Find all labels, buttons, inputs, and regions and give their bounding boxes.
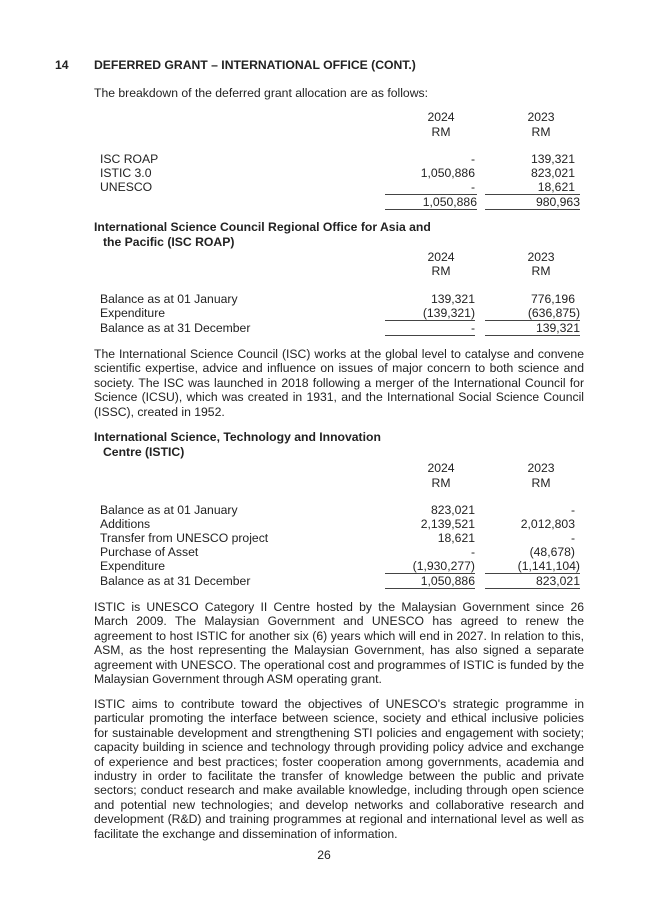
isc-heading-line2: the Pacific (ISC ROAP): [103, 235, 235, 249]
col-2023-unit: RM: [531, 476, 551, 490]
col-2023-header: 2023: [527, 110, 555, 124]
isc-heading-line1: International Science Council Regional Office for Asia and: [94, 220, 431, 234]
istic-row-2024: 823,021: [430, 503, 475, 517]
istic-row-2023: -: [570, 503, 575, 517]
col-2024-unit: RM: [431, 476, 451, 490]
istic-row-2024: 18,621: [437, 531, 475, 545]
isc-row-label: Expenditure: [100, 306, 166, 320]
col-2024-header: 2024: [427, 250, 455, 264]
isc-paragraph: The International Science Council (ISC) works at the global level to catalyse and convene scientific expertise, advice and influence on issues of major concern to both science and society. The ISC was launched in 2018 following a merger of the International Council for Science (ICSU), which was created in 1931, and the International Social Science Council (ISSC), created in 1952.: [94, 347, 584, 419]
istic-row-label: Additions: [100, 517, 151, 531]
summary-row-2023: 18,621: [537, 180, 575, 194]
col-2023-unit: RM: [531, 125, 551, 139]
istic-row-2024: 2,139,521: [420, 517, 475, 531]
istic-row-2024: 1,050,886: [385, 574, 475, 589]
isc-row-2024: (139,321): [385, 306, 475, 321]
isc-row-2024: 139,321: [430, 292, 475, 306]
istic-row-label: Balance as at 31 December: [100, 574, 251, 588]
isc-row-label: Balance as at 31 December: [100, 321, 251, 335]
section-title: DEFERRED GRANT – INTERNATIONAL OFFICE (CONT.): [94, 58, 416, 72]
col-2024-header: 2024: [427, 461, 455, 475]
istic-paragraph-1: ISTIC is UNESCO Category II Centre hosted by the Malaysian Government since 26 March 2009. The Malaysian Government and UNESCO has agreed to renew the agreement to host ISTIC for another six (6) years which will end in 2027. In relation to this, ASM, as the host representing the Malaysian Government, has also signed a separate agreement with UNESCO. The operational cost and programmes of ISTIC is funded by the Malaysian Government through ASM operating grant.: [94, 600, 584, 687]
istic-paragraph-2: ISTIC aims to contribute toward the objectives of UNESCO's strategic programme in particular promoting the interface between science, society and ethical inclusive policies for sustainable development and strengthening STI policies and engagement with society; capacity building in science and technology through providing policy advice and exchange of experience and best practices; foster cooperation among governments, academia and industry in order to facilitate the transfer of knowledge between the public and private sectors; conduct research and make available knowledge, including through open science and potential new technologies; and develop networks and collaborative research and development (R&D) and training programmes at regional and international level as well as facilitate the exchange and dissemination of information.: [94, 697, 584, 841]
col-2024-unit: RM: [431, 264, 451, 278]
summary-row-2024: -: [470, 152, 475, 166]
istic-heading-line2: Centre (ISTIC): [103, 445, 185, 459]
col-2024-unit: RM: [431, 125, 451, 139]
summary-row-label: ISC ROAP: [100, 152, 159, 166]
summary-row-2024: -: [470, 180, 475, 194]
summary-row-label: ISTIC 3.0: [100, 166, 152, 180]
istic-row-label: Expenditure: [100, 559, 166, 573]
istic-row-2023: (1,141,104): [485, 559, 580, 574]
istic-row-2024: -: [470, 545, 475, 559]
istic-row-2023: (48,678): [529, 545, 575, 559]
summary-total-2023: 980,963: [485, 194, 580, 210]
istic-heading-line1: International Science, Technology and Innovation: [94, 430, 381, 444]
isc-row-label: Balance as at 01 January: [100, 292, 238, 306]
section-number: 14: [55, 58, 69, 72]
istic-row-label: Transfer from UNESCO project: [100, 531, 269, 545]
isc-row-2023: 776,196: [530, 292, 575, 306]
col-2024-header: 2024: [427, 110, 455, 124]
summary-row-2024: 1,050,886: [420, 166, 475, 180]
summary-row-2023: 823,021: [530, 166, 575, 180]
summary-row-2023: 139,321: [530, 152, 575, 166]
isc-row-2024: -: [385, 321, 475, 336]
istic-row-2023: 2,012,803: [520, 517, 575, 531]
intro-text: The breakdown of the deferred grant allocation are as follows:: [94, 86, 428, 100]
col-2023-unit: RM: [531, 264, 551, 278]
isc-row-2023: 139,321: [485, 321, 580, 336]
summary-total-2024: 1,050,886: [385, 194, 477, 210]
istic-row-label: Balance as at 01 January: [100, 503, 238, 517]
istic-row-2023: 823,021: [485, 574, 580, 589]
istic-row-label: Purchase of Asset: [100, 545, 199, 559]
page-number: 26: [317, 848, 331, 862]
istic-row-2023: -: [570, 531, 575, 545]
summary-row-label: UNESCO: [100, 180, 153, 194]
col-2023-header: 2023: [527, 461, 555, 475]
col-2023-header: 2023: [527, 250, 555, 264]
istic-row-2024: (1,930,277): [385, 559, 475, 574]
isc-row-2023: (636,875): [485, 306, 580, 321]
